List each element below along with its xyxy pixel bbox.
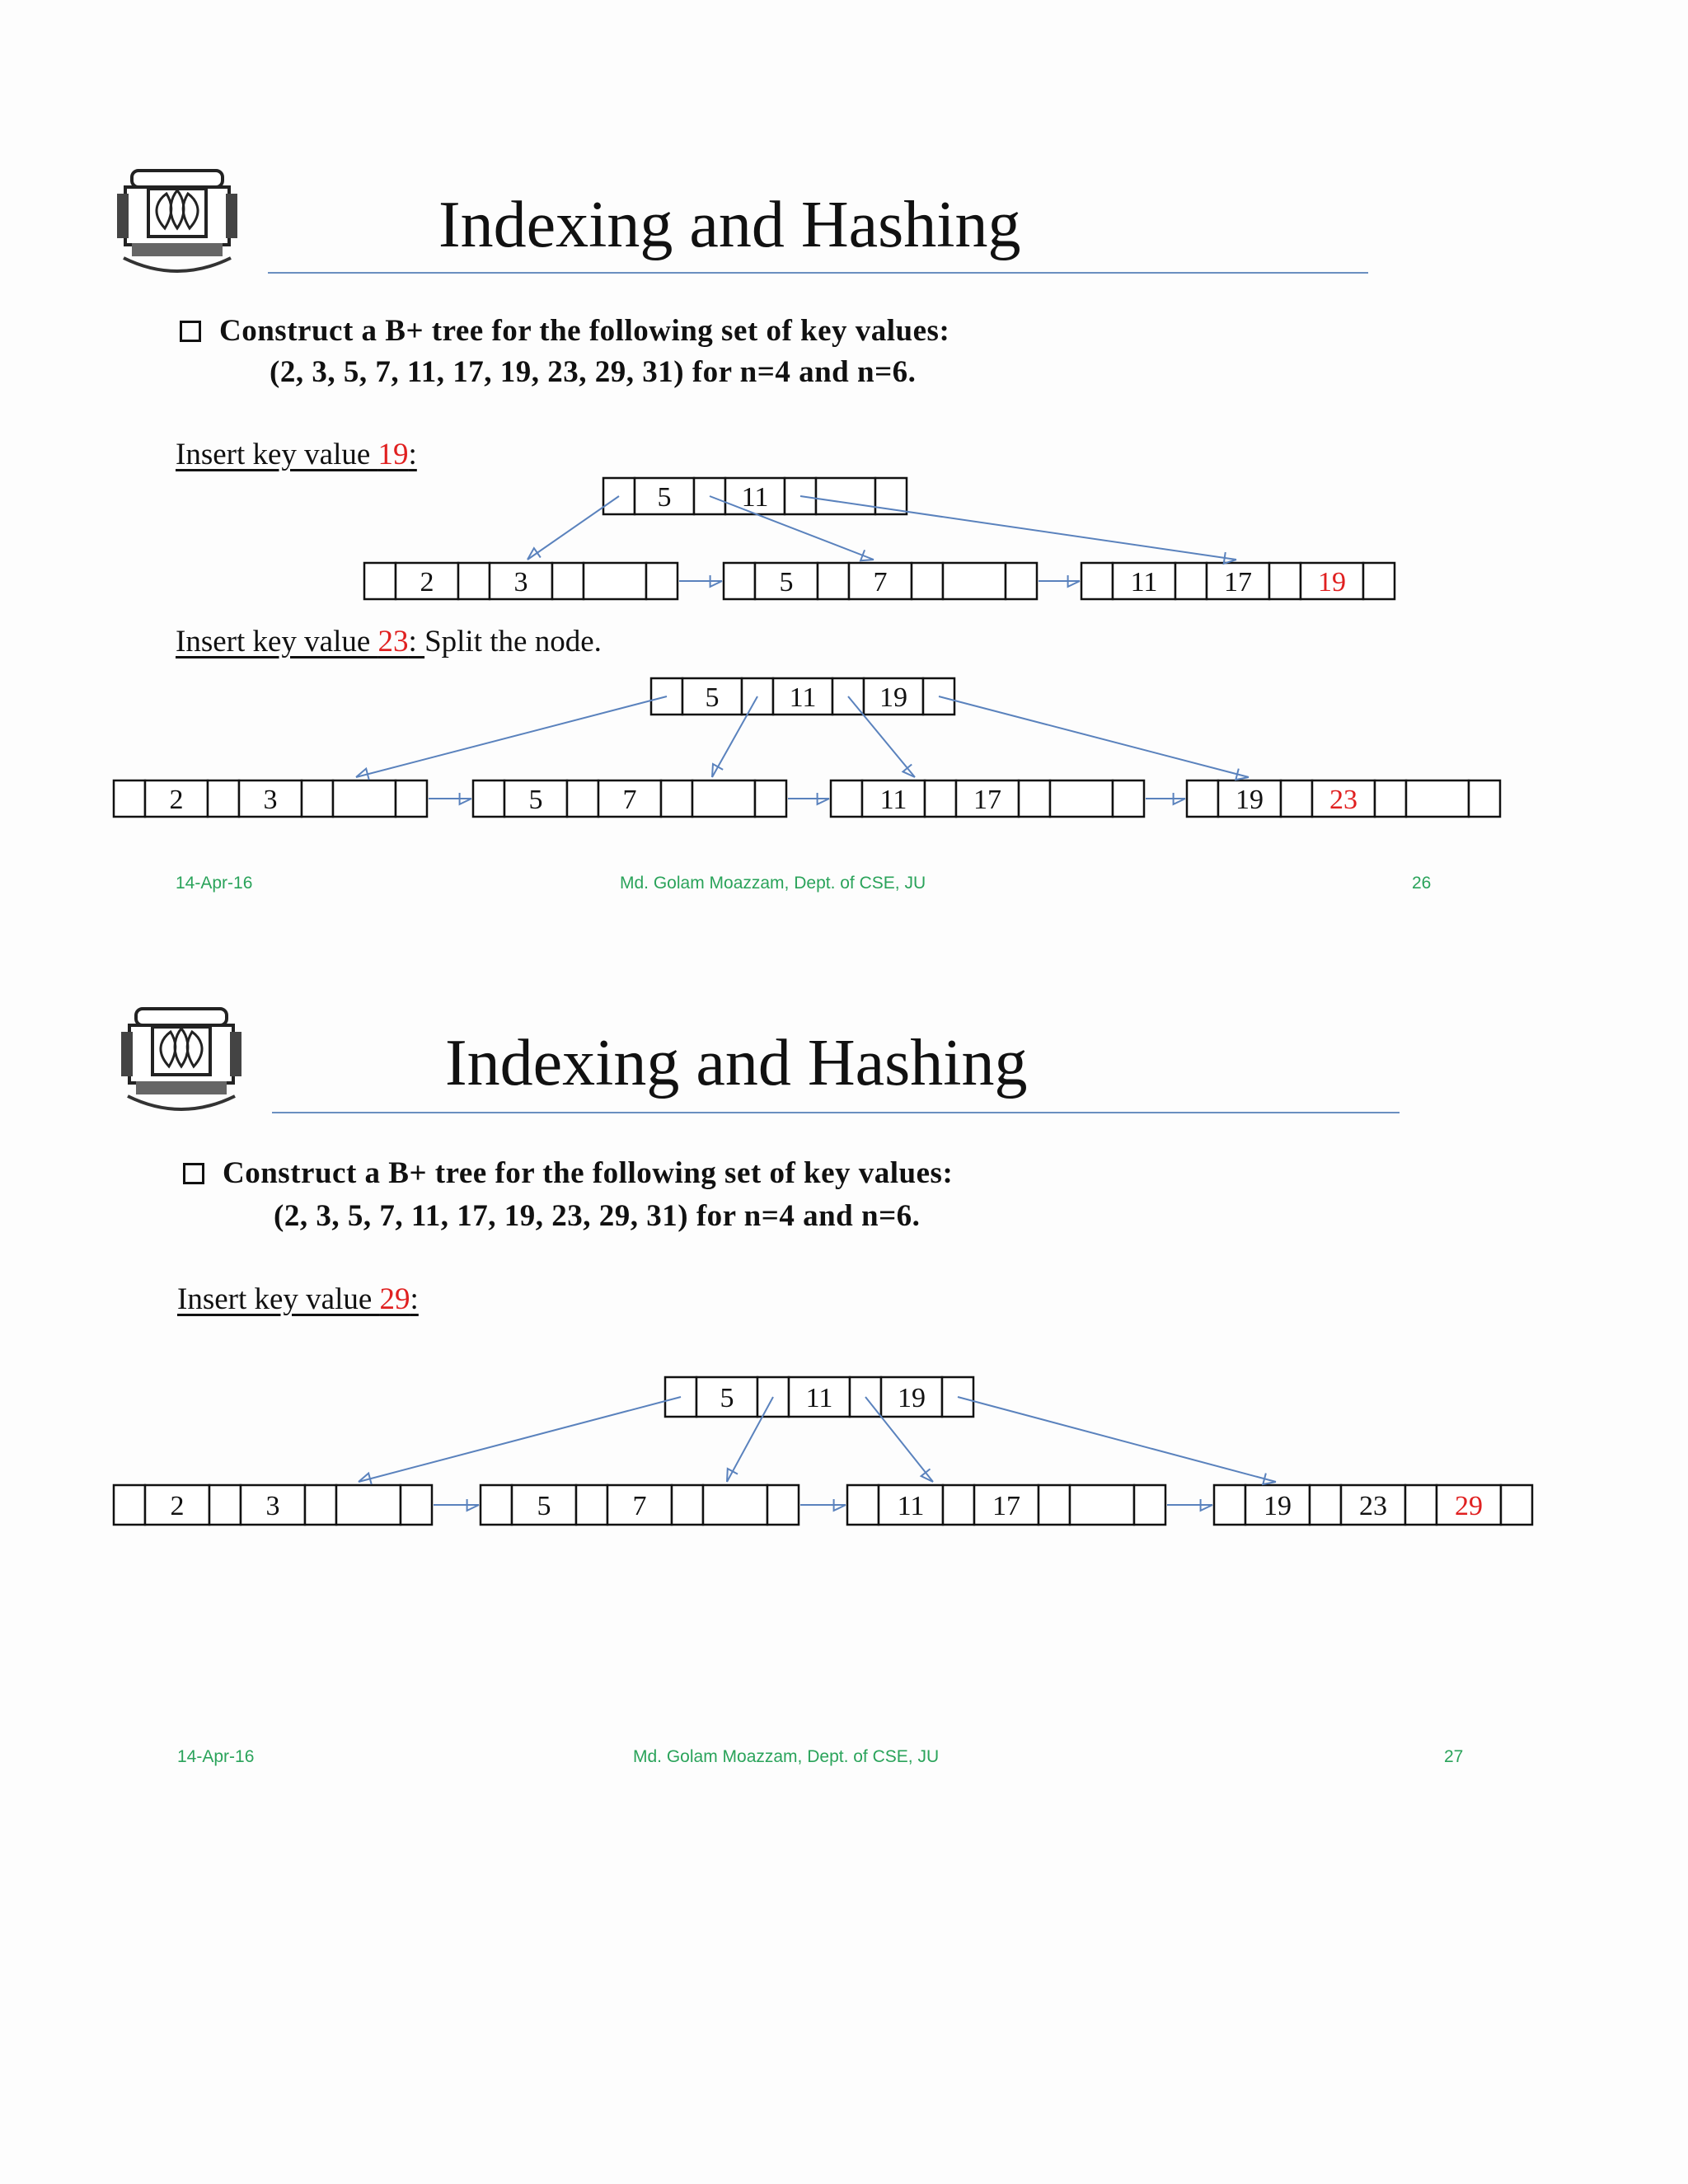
key-value: 23 — [1359, 1491, 1387, 1521]
caption-extra: Split the node. — [424, 625, 602, 658]
bplus-tree-diagram — [0, 923, 1688, 1830]
pointer-cell — [1039, 1485, 1070, 1525]
caption-prefix: Insert key value — [177, 1282, 380, 1316]
key-value: 5 — [779, 567, 794, 598]
leaf-node — [114, 780, 427, 817]
leaf-node — [473, 780, 786, 817]
key-value: 17 — [1224, 567, 1252, 598]
pointer-cell — [847, 1485, 879, 1525]
leaf-node — [1187, 780, 1500, 817]
key-value: 3 — [263, 785, 278, 815]
leaf-node — [831, 780, 1144, 817]
footer-page-number: 27 — [1444, 1747, 1464, 1766]
key-cell — [1406, 780, 1469, 817]
key-value: 3 — [513, 567, 528, 598]
key-cell — [1050, 780, 1113, 817]
key-value: 2 — [169, 785, 184, 815]
pointer-cell — [831, 780, 862, 817]
bullet-text: Construct a B+ tree for the following set of key values: — [223, 1156, 954, 1190]
key-value: 11 — [879, 785, 907, 815]
key-cell — [692, 780, 755, 817]
key-value: 19 — [898, 1383, 926, 1413]
pointer-cell — [396, 780, 427, 817]
slide-27 — [0, 923, 1688, 1830]
key-value: 11 — [789, 682, 817, 713]
slide-26 — [0, 0, 1688, 923]
pointer-cell — [755, 780, 786, 817]
caption-suffix: : — [410, 1282, 419, 1316]
pointer-arrow — [800, 1499, 846, 1511]
pointer-cell — [1113, 780, 1144, 817]
pointer-cell — [943, 1485, 974, 1525]
caption-suffix: : — [408, 438, 417, 471]
pointer-cell — [767, 1485, 799, 1525]
caption-suffix: : — [408, 625, 425, 658]
key-value: 11 — [897, 1491, 925, 1521]
pointer-cell — [401, 1485, 432, 1525]
pointer-cell — [1281, 780, 1312, 817]
footer-date: 14-Apr-16 — [176, 874, 253, 893]
key-value: 2 — [420, 567, 434, 598]
footer-author: Md. Golam Moazzam, Dept. of CSE, JU — [620, 874, 926, 893]
key-value: 17 — [992, 1491, 1020, 1521]
caption-key: 29 — [379, 1282, 410, 1316]
pointer-arrow — [788, 793, 829, 804]
key-value: 5 — [705, 682, 720, 713]
footer-author: Md. Golam Moazzam, Dept. of CSE, JU — [633, 1747, 940, 1766]
pointer-cell — [1469, 780, 1500, 817]
key-value: 29 — [1455, 1491, 1483, 1521]
key-value: 19 — [1264, 1491, 1292, 1521]
leaf-node — [1214, 1485, 1532, 1525]
pointer-cell — [1405, 1485, 1437, 1525]
pointer-cell — [1310, 1485, 1341, 1525]
key-value: 7 — [632, 1491, 647, 1521]
key-value: 2 — [170, 1491, 185, 1521]
pointer-cell — [208, 780, 239, 817]
slide-title: Indexing and Hashing — [438, 189, 1021, 261]
caption-key: 19 — [377, 438, 409, 471]
pointer-cell — [473, 780, 504, 817]
pointer-arrow — [1146, 793, 1185, 804]
key-value: 19 — [1236, 785, 1264, 815]
pointer-arrow — [434, 1499, 479, 1511]
key-cell — [1070, 1485, 1134, 1525]
pointer-cell — [1375, 780, 1406, 817]
pointer-arrow — [356, 696, 667, 780]
key-values-line: (2, 3, 5, 7, 11, 17, 19, 23, 29, 31) for n=4 and n=6. — [270, 355, 917, 389]
bplus-tree-diagram — [0, 0, 1688, 923]
key-value: 23 — [1329, 785, 1357, 815]
pointer-arrow — [1167, 1499, 1212, 1511]
key-value: 7 — [622, 785, 637, 815]
pointer-cell — [925, 780, 956, 817]
key-cell — [333, 780, 396, 817]
key-values-line: (2, 3, 5, 7, 11, 17, 19, 23, 29, 31) for n=4 and n=6. — [274, 1199, 921, 1233]
key-value: 11 — [741, 482, 769, 513]
pointer-cell — [1187, 780, 1218, 817]
footer-date: 14-Apr-16 — [177, 1747, 255, 1766]
pointer-cell — [1134, 1485, 1165, 1525]
leaf-node — [481, 1485, 799, 1525]
key-value: 17 — [973, 785, 1001, 815]
key-value: 19 — [1318, 567, 1346, 598]
leaf-node — [847, 1485, 1165, 1525]
key-cell — [703, 1485, 767, 1525]
key-value: 7 — [873, 567, 888, 598]
footer-page-number: 26 — [1412, 874, 1432, 893]
pointer-cell — [661, 780, 692, 817]
slide-title: Indexing and Hashing — [445, 1027, 1028, 1099]
key-value: 5 — [537, 1491, 551, 1521]
key-value: 11 — [805, 1383, 833, 1413]
caption-prefix: Insert key value — [176, 625, 378, 658]
key-value: 3 — [265, 1491, 280, 1521]
pointer-cell — [302, 780, 333, 817]
pointer-cell — [209, 1485, 241, 1525]
pointer-cell — [1019, 780, 1050, 817]
key-value: 5 — [720, 1383, 734, 1413]
pointer-arrow — [939, 696, 1249, 780]
caption-prefix: Insert key value — [176, 438, 378, 471]
leaf-node — [114, 1485, 432, 1525]
key-value: 5 — [657, 482, 672, 513]
internal-node — [651, 678, 954, 715]
key-value: 19 — [879, 682, 907, 713]
pointer-cell — [576, 1485, 607, 1525]
key-cell — [336, 1485, 401, 1525]
pointer-cell — [481, 1485, 512, 1525]
pointer-cell — [305, 1485, 336, 1525]
pointer-cell — [672, 1485, 703, 1525]
pointer-arrow — [359, 1397, 681, 1484]
pointer-arrow — [429, 793, 471, 804]
pointer-cell — [567, 780, 598, 817]
pointer-cell — [1501, 1485, 1532, 1525]
key-value: 5 — [528, 785, 543, 815]
pointer-arrow — [958, 1397, 1276, 1484]
caption-key: 23 — [377, 625, 409, 658]
pointer-cell — [114, 780, 145, 817]
key-value: 11 — [1130, 567, 1158, 598]
pointer-cell — [114, 1485, 145, 1525]
internal-node — [665, 1377, 973, 1417]
bullet-text: Construct a B+ tree for the following set of key values: — [219, 314, 950, 348]
pointer-cell — [1214, 1485, 1245, 1525]
